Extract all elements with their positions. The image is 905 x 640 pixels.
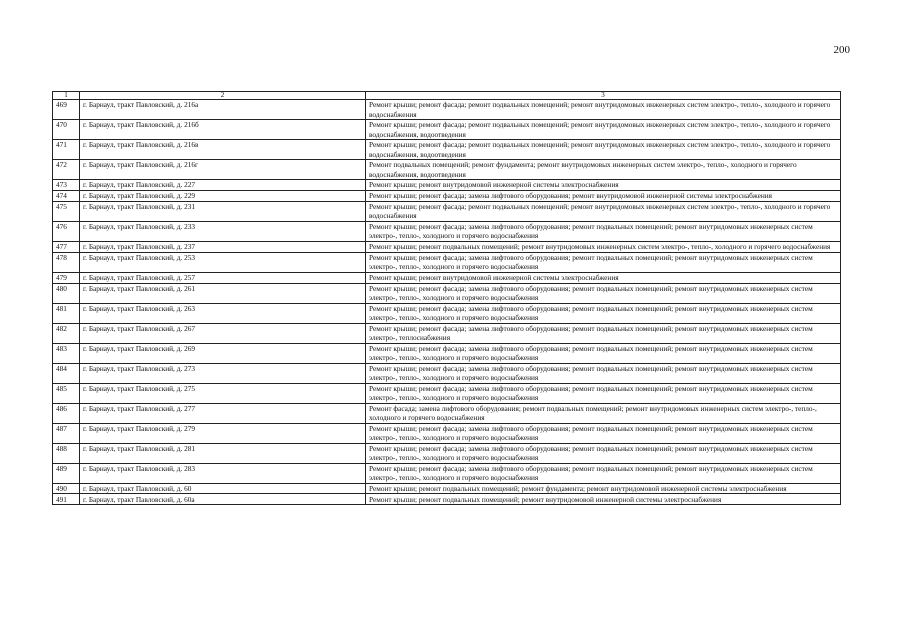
table-header — [53, 92, 841, 100]
row-number: 480 — [53, 283, 80, 303]
row-works: Ремонт крыши; ремонт внутридомовой инженерной системы электроснабжения — [366, 180, 841, 191]
row-number: 476 — [53, 221, 80, 241]
table-row — [53, 190, 841, 201]
page-number: 200 — [833, 44, 850, 56]
row-number: 491 — [53, 494, 80, 505]
row-number: 472 — [53, 160, 80, 180]
table-row — [53, 423, 841, 443]
table-row — [53, 403, 841, 423]
row-address: г. Барнаул, тракт Павловский, д. 229 — [80, 190, 366, 201]
table-row — [53, 272, 841, 283]
row-number: 479 — [53, 272, 80, 283]
table-row — [53, 363, 841, 383]
row-works: Ремонт крыши; ремонт фасада; ремонт подвальных помещений; ремонт внутридомовых инженерных систем электро-, тепло-, холодного и горячего водоснабжения — [366, 100, 841, 120]
row-works: Ремонт крыши; ремонт фасада; замена лифтового оборудования; ремонт подвальных помещений; ремонт внутридомовых инженерных систем электро-, тепло-, холодного и горячего водоснабжения — [366, 252, 841, 272]
row-address: г. Барнаул, тракт Павловский, д. 267 — [80, 323, 366, 343]
row-works: Ремонт крыши; ремонт фасада; замена лифтового оборудования; ремонт подвальных помещений; ремонт внутридомовых инженерных систем электро-, тепло-, холодного и горячего водоснабжения — [366, 303, 841, 323]
table-row — [53, 383, 841, 403]
row-works: Ремонт крыши; ремонт подвальных помещений; ремонт внутридомовых инженерных систем электро-, тепло-, холодного и горячего водоснабжения — [366, 241, 841, 252]
row-number: 485 — [53, 383, 80, 403]
row-number: 470 — [53, 120, 80, 140]
row-number: 489 — [53, 463, 80, 483]
row-address: г. Барнаул, тракт Павловский, д. 281 — [80, 443, 366, 463]
table-row — [53, 323, 841, 343]
row-works: Ремонт крыши; ремонт фасада; ремонт подвальных помещений; ремонт внутридомовых инженерных систем электро-, тепло-, холодного и горячего водоснабжения, водоотведения — [366, 120, 841, 140]
header-col-2: 2 — [80, 92, 366, 100]
row-number: 488 — [53, 443, 80, 463]
row-number: 477 — [53, 241, 80, 252]
table-row — [53, 343, 841, 363]
header-col-3: 3 — [366, 92, 841, 100]
row-address: г. Барнаул, тракт Павловский, д. 261 — [80, 283, 366, 303]
table-row — [53, 463, 841, 483]
row-number: 481 — [53, 303, 80, 323]
row-works: Ремонт крыши; ремонт фасада; замена лифтового оборудования; ремонт внутридомовой инженерной системы электроснабжения — [366, 190, 841, 201]
row-number: 484 — [53, 363, 80, 383]
row-works: Ремонт крыши; ремонт фасада; замена лифтового оборудования; ремонт подвальных помещений; ремонт внутридомовых инженерных систем электро-, теплоснабжения — [366, 323, 841, 343]
table-row — [53, 443, 841, 463]
row-works: Ремонт крыши; ремонт подвальных помещений; ремонт внутридомовой инженерной системы электроснабжения — [366, 494, 841, 505]
row-number: 490 — [53, 483, 80, 494]
table-body — [53, 100, 841, 505]
table-row — [53, 241, 841, 252]
row-number: 475 — [53, 201, 80, 221]
row-address: г. Барнаул, тракт Павловский, д. 275 — [80, 383, 366, 403]
row-address: г. Барнаул, тракт Павловский, д. 263 — [80, 303, 366, 323]
table-row — [53, 303, 841, 323]
row-works: Ремонт крыши; ремонт фасада; замена лифтового оборудования; ремонт подвальных помещений; ремонт внутридомовых инженерных систем электро-, тепло-, холодного и горячего водоснабжения — [366, 383, 841, 403]
row-works: Ремонт крыши; ремонт фасада; замена лифтового оборудования; ремонт подвальных помещений; ремонт внутридомовых инженерных систем электро-, тепло-, холодного и горячего водоснабжения — [366, 221, 841, 241]
row-address: г. Барнаул, тракт Павловский, д. 237 — [80, 241, 366, 252]
table-row — [53, 100, 841, 120]
row-address: г. Барнаул, тракт Павловский, д. 216г — [80, 160, 366, 180]
table-row — [53, 201, 841, 221]
row-number: 486 — [53, 403, 80, 423]
row-address: г. Барнаул, тракт Павловский, д. 279 — [80, 423, 366, 443]
row-works: Ремонт крыши; ремонт фасада; замена лифтового оборудования; ремонт подвальных помещений; ремонт внутридомовых инженерных систем электро-, тепло-, холодного и горячего водоснабжения — [366, 363, 841, 383]
row-number: 483 — [53, 343, 80, 363]
row-address: г. Барнаул, тракт Павловский, д. 277 — [80, 403, 366, 423]
row-address: г. Барнаул, тракт Павловский, д. 269 — [80, 343, 366, 363]
table-row — [53, 283, 841, 303]
row-works: Ремонт крыши; ремонт фасада; ремонт подвальных помещений; ремонт внутридомовых инженерных систем электро-, тепло-, холодного и горячего водоснабжения — [366, 201, 841, 221]
row-number: 469 — [53, 100, 80, 120]
row-address: г. Барнаул, тракт Павловский, д. 283 — [80, 463, 366, 483]
row-number: 478 — [53, 252, 80, 272]
row-works: Ремонт подвальных помещений; ремонт фундамента; ремонт внутридомовых инженерных систем электро-, тепло-, холодного и горячего водоснабжения, водоотведения — [366, 160, 841, 180]
row-number: 474 — [53, 190, 80, 201]
row-works: Ремонт крыши; ремонт подвальных помещений; ремонт фундамента; ремонт внутридомовой инженерной системы электроснабжения — [366, 483, 841, 494]
row-address: г. Барнаул, тракт Павловский, д. 227 — [80, 180, 366, 191]
table-row — [53, 180, 841, 191]
row-number: 482 — [53, 323, 80, 343]
row-number: 471 — [53, 140, 80, 160]
table-row — [53, 120, 841, 140]
row-works: Ремонт крыши; ремонт фасада; замена лифтового оборудования; ремонт подвальных помещений; ремонт внутридомовых инженерных систем электро-, тепло-, холодного и горячего водоснабжения — [366, 343, 841, 363]
row-works: Ремонт фасада; замена лифтового оборудования; ремонт подвальных помещений; ремонт внутридомовых инженерных систем электро-, тепло-, холодного и горячего водоснабжения — [366, 403, 841, 423]
row-works: Ремонт крыши; ремонт фасада; замена лифтового оборудования; ремонт подвальных помещений; ремонт внутридомовых инженерных систем электро-, тепло-, холодного и горячего водоснабжения — [366, 423, 841, 443]
header-row — [53, 92, 841, 100]
row-number: 473 — [53, 180, 80, 191]
row-address: г. Барнаул, тракт Павловский, д. 273 — [80, 363, 366, 383]
row-address: г. Барнаул, тракт Павловский, д. 233 — [80, 221, 366, 241]
row-address: г. Барнаул, тракт Павловский, д. 60а — [80, 494, 366, 505]
row-address: г. Барнаул, тракт Павловский, д. 216а — [80, 100, 366, 120]
row-works: Ремонт крыши; ремонт фасада; ремонт подвальных помещений; ремонт внутридомовых инженерных систем электро-, тепло-, холодного и горячего водоснабжения, водоотведения — [366, 140, 841, 160]
row-address: г. Барнаул, тракт Павловский, д. 231 — [80, 201, 366, 221]
row-address: г. Барнаул, тракт Павловский, д. 253 — [80, 252, 366, 272]
registry-table — [52, 91, 841, 505]
row-number: 487 — [53, 423, 80, 443]
row-address: г. Барнаул, тракт Павловский, д. 216б — [80, 120, 366, 140]
header-col-1: 1 — [53, 92, 80, 100]
table-row — [53, 494, 841, 505]
row-works: Ремонт крыши; ремонт фасада; замена лифтового оборудования; ремонт подвальных помещений; ремонт внутридомовых инженерных систем электро-, тепло-, холодного и горячего водоснабжения — [366, 283, 841, 303]
row-address: г. Барнаул, тракт Павловский, д. 257 — [80, 272, 366, 283]
row-works: Ремонт крыши; ремонт фасада; замена лифтового оборудования; ремонт подвальных помещений; ремонт внутридомовых инженерных систем электро-, тепло-, холодного и горячего водоснабжения — [366, 443, 841, 463]
row-works: Ремонт крыши; ремонт фасада; замена лифтового оборудования; ремонт подвальных помещений; ремонт внутридомовых инженерных систем электро-, тепло-, холодного и горячего водоснабжения — [366, 463, 841, 483]
table-row — [53, 160, 841, 180]
table-row — [53, 221, 841, 241]
table-row — [53, 140, 841, 160]
row-address: г. Барнаул, тракт Павловский, д. 216в — [80, 140, 366, 160]
table-row — [53, 252, 841, 272]
row-address: г. Барнаул, тракт Павловский, д. 60 — [80, 483, 366, 494]
row-works: Ремонт крыши; ремонт внутридомовой инженерной системы электроснабжения — [366, 272, 841, 283]
table-row — [53, 483, 841, 494]
